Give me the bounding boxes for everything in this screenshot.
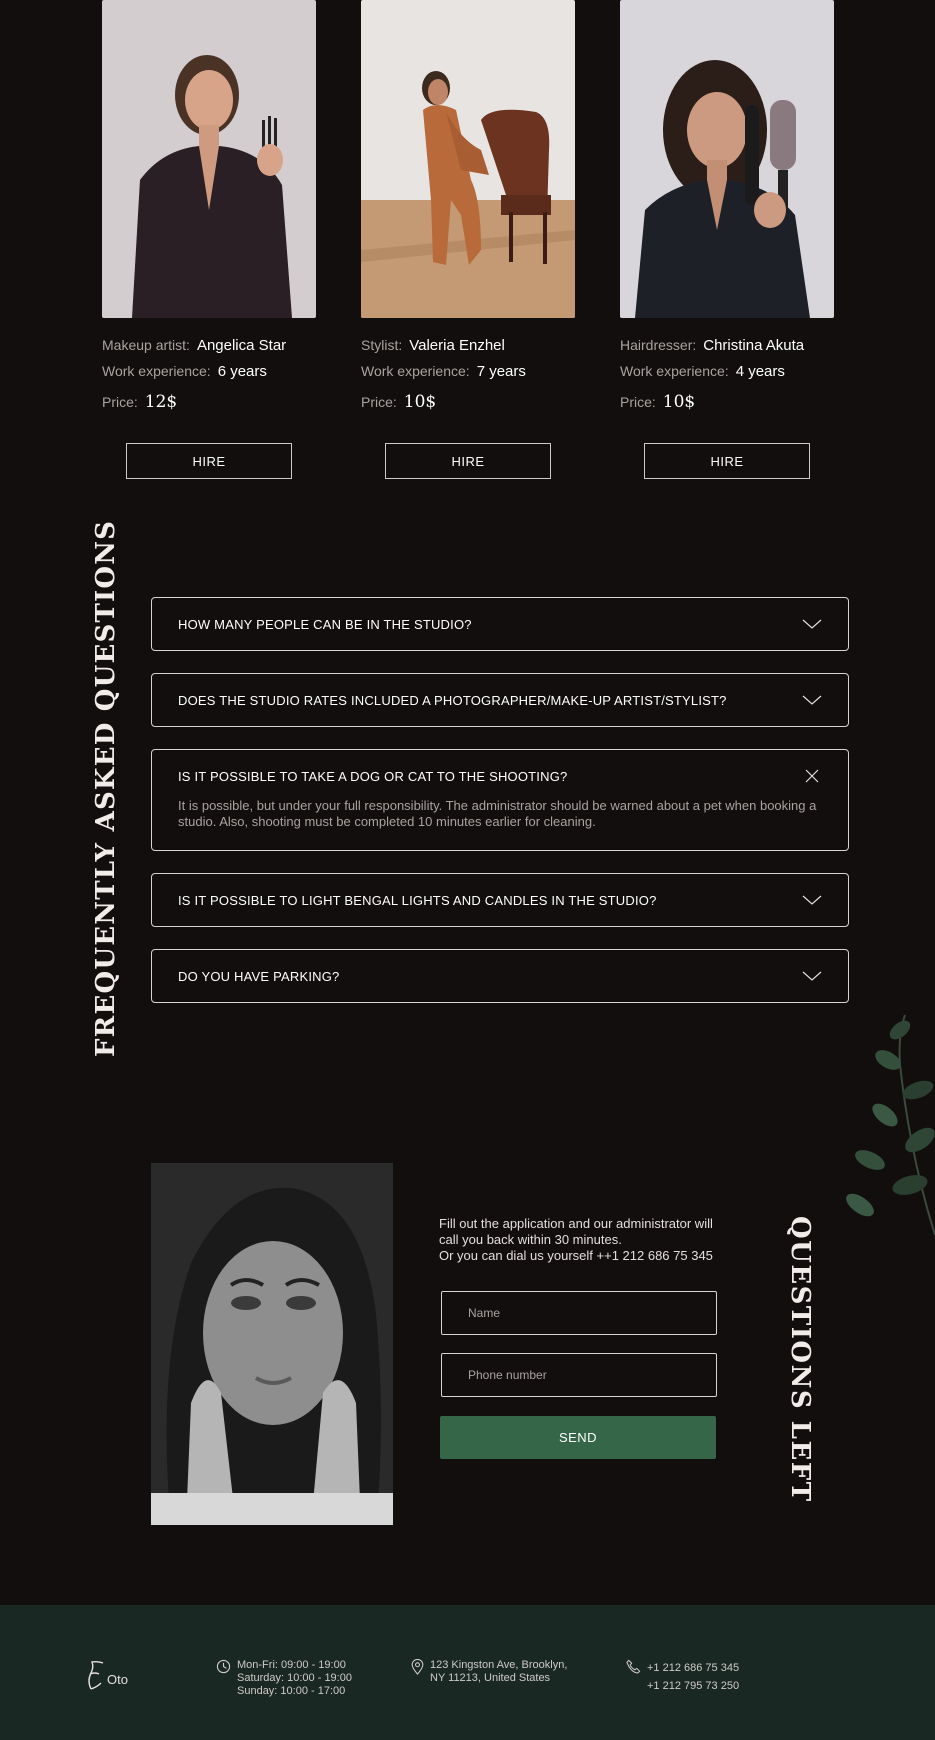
experience-value: 4 years: [735, 362, 785, 380]
chevron-down-icon[interactable]: [802, 966, 822, 986]
role-label: Stylist:: [361, 337, 403, 353]
makeup-artist-price-line: [102, 387, 316, 417]
team-card-hairdresser: [620, 0, 834, 479]
member-name: Angelica Star: [196, 336, 287, 354]
address-line: NY 11213, United States: [430, 1672, 551, 1684]
hire-hairdresser-button[interactable]: HIRE: [644, 443, 810, 479]
logo[interactable]: [85, 1659, 128, 1691]
experience-label: Work experience:: [361, 363, 470, 379]
price-value: 10$: [662, 392, 696, 412]
footer-hours: [216, 1659, 352, 1698]
faq-item-expanded[interactable]: [151, 749, 849, 851]
contact-portrait: [151, 1163, 393, 1525]
hairdresser-price-line: [620, 387, 834, 417]
makeup-artist-photo: [102, 0, 316, 318]
location-pin-icon: [411, 1659, 424, 1675]
price-label: Price:: [620, 394, 656, 410]
hairdresser-experience-line: [620, 358, 834, 384]
price-label: Price:: [102, 394, 138, 410]
experience-label: Work experience:: [620, 363, 729, 379]
experience-label: Work experience:: [102, 363, 211, 379]
phone-number-link[interactable]: +1 212 686 75 345: [647, 1662, 740, 1674]
experience-value: 6 years: [217, 362, 267, 380]
team-card-stylist: [361, 0, 575, 479]
faq-list: [151, 597, 849, 1025]
leaves-decoration: [840, 1005, 935, 1250]
faq-answer: It is possible, but under your full responsibility. The administrator should be warned about a pet when booking a studio. Also, shooting must be completed 10 minutes earlier for cleaning.: [178, 798, 817, 829]
hairdresser-role-line: [620, 332, 834, 358]
faq-item[interactable]: [151, 673, 849, 727]
price-value: 10$: [403, 392, 437, 412]
contact-text-line: Fill out the application and our administrator will: [439, 1216, 713, 1231]
footer-address: [411, 1659, 567, 1685]
makeup-artist-experience-line: [102, 358, 316, 384]
experience-value: 7 years: [476, 362, 526, 380]
faq-question[interactable]: DO YOU HAVE PARKING?: [178, 968, 340, 984]
team-card-makeup-artist: [102, 0, 316, 479]
faq-question[interactable]: IS IT POSSIBLE TO TAKE A DOG OR CAT TO THE SHOOTING?: [178, 768, 568, 784]
hire-makeup-artist-button[interactable]: HIRE: [126, 443, 292, 479]
faq-title: FREQUENTLY ASKED QUESTIONS: [91, 519, 121, 1057]
name-input[interactable]: [441, 1291, 717, 1335]
phone-icon: [626, 1659, 641, 1674]
hours-line: Sunday: 10:00 - 17:00: [237, 1685, 346, 1697]
member-name: Valeria Enzhel: [409, 336, 505, 354]
close-icon[interactable]: [802, 766, 822, 786]
faq-item[interactable]: [151, 597, 849, 651]
clock-icon: [216, 1659, 231, 1674]
stylist-role-line: [361, 332, 575, 358]
chevron-down-icon[interactable]: [802, 690, 822, 710]
member-name: Christina Akuta: [703, 336, 805, 354]
contact-text-line: Or you can dial us yourself ++1 212 686 75 345: [439, 1248, 713, 1263]
hours-line: Mon-Fri: 09:00 - 19:00: [237, 1659, 346, 1671]
contact-description: [439, 1216, 729, 1264]
faq-item[interactable]: [151, 873, 849, 927]
address-line: 123 Kingston Ave, Brooklyn,: [430, 1659, 568, 1671]
makeup-artist-role-line: [102, 332, 316, 358]
phone-input[interactable]: [441, 1353, 717, 1397]
price-label: Price:: [361, 394, 397, 410]
role-label: Hairdresser:: [620, 337, 697, 353]
hire-stylist-button[interactable]: HIRE: [385, 443, 551, 479]
price-value: 12$: [144, 392, 178, 412]
chevron-down-icon[interactable]: [802, 890, 822, 910]
logo-text: Oto: [107, 1672, 128, 1687]
team-section: [0, 0, 935, 490]
faq-question[interactable]: HOW MANY PEOPLE CAN BE IN THE STUDIO?: [178, 616, 472, 632]
logo-f-icon: [85, 1659, 109, 1691]
contact-text-line: call you back within 30 minutes.: [439, 1232, 622, 1247]
faq-question[interactable]: IS IT POSSIBLE TO LIGHT BENGAL LIGHTS AND CANDLES IN THE STUDIO?: [178, 892, 657, 908]
phone-number-link[interactable]: +1 212 795 73 250: [647, 1680, 740, 1692]
stylist-experience-line: [361, 358, 575, 384]
chevron-down-icon[interactable]: [802, 614, 822, 634]
faq-question[interactable]: DOES THE STUDIO RATES INCLUDED A PHOTOGRAPHER/MAKE-UP ARTIST/STYLIST?: [178, 692, 727, 708]
stylist-photo: [361, 0, 575, 318]
send-button[interactable]: SEND: [440, 1416, 716, 1459]
faq-item[interactable]: [151, 949, 849, 1003]
footer: [0, 1605, 935, 1740]
hairdresser-photo: [620, 0, 834, 318]
stylist-price-line: [361, 387, 575, 417]
hours-line: Saturday: 10:00 - 19:00: [237, 1672, 352, 1684]
role-label: Makeup artist:: [102, 337, 190, 353]
footer-phones: [626, 1659, 739, 1695]
questions-left-title: QUESTIONS LEFT: [785, 1216, 815, 1503]
